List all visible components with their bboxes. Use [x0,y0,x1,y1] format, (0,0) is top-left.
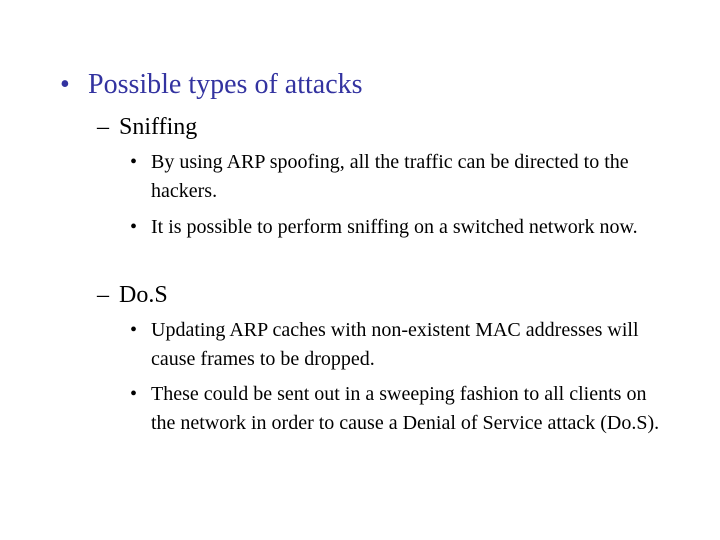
bullet-point [130,316,670,374]
heading-bullet: • [60,69,70,100]
bullet-text: By using ARP spoofing, all the traffic can be directed to the hackers. [151,151,629,202]
section-title-dos [97,280,168,310]
bullet-marker: • [130,319,138,341]
section-title-sniffing [97,112,197,142]
bullet-marker: • [130,151,138,173]
bullet-text: Updating ARP caches with non-existent MAC addresses will cause frames to be dropped. [151,319,639,370]
bullet-marker: • [130,216,138,238]
heading-text: Possible types of attacks [88,69,363,100]
bullet-text: It is possible to perform sniffing on a switched network now. [151,216,638,238]
section-title: Sniffing [119,114,198,140]
bullet-marker: • [130,383,138,405]
section-dash: – [97,114,109,140]
section-dash: – [97,282,109,308]
bullet-point [130,380,670,438]
section-title: Do.S [119,282,168,308]
bullet-point [130,213,670,242]
bullet-text: These could be sent out in a sweeping fashion to all clients on the network in order to cause a Denial of Service attack (Do.S). [151,383,660,434]
slide-heading [60,67,363,103]
bullet-point [130,148,670,206]
